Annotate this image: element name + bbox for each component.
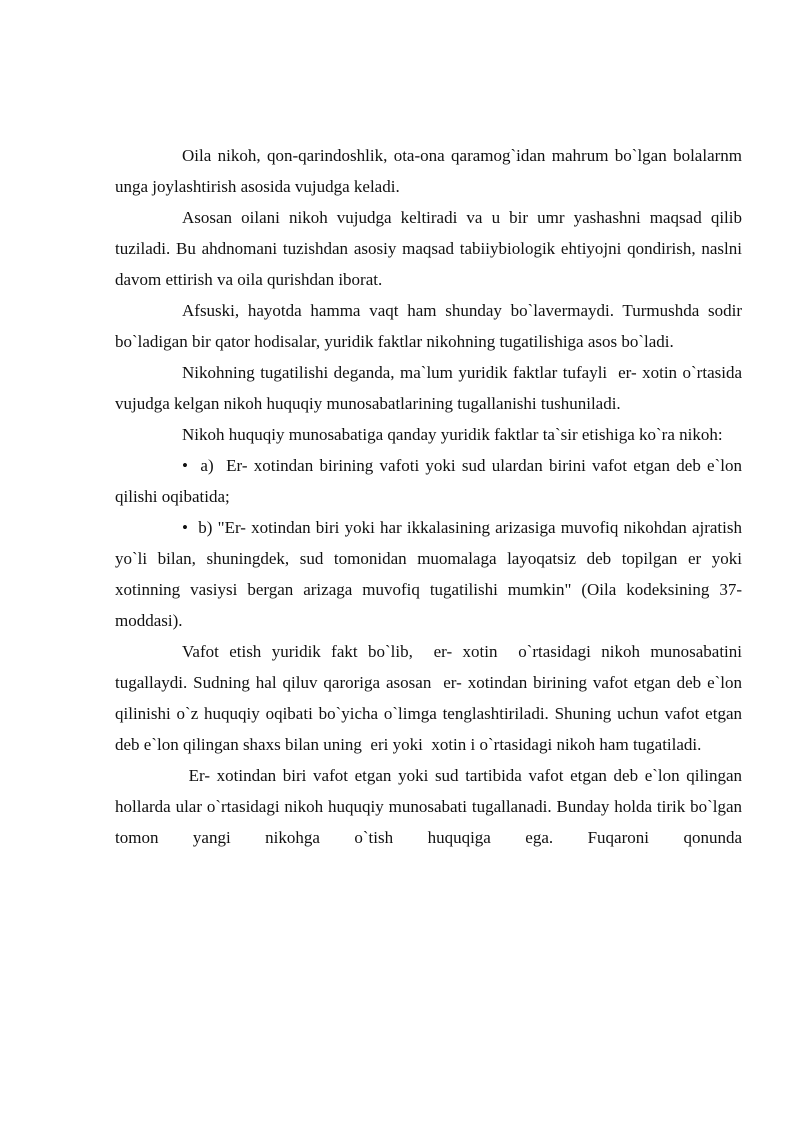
list-item-b: • b) "Er- xotindan biri yoki har ikkalasining arizasiga muvofiq nikohdan ajratish yo`li bilan, shuningdek, sud tomonidan muomalaga layoqatsiz deb topilgan er yoki xotinning vasiysi bergan arizaga muvofiq tugatilishi mumkin" (Oila kodeksining 37-moddasi). [115,518,751,630]
paragraph-4: Nikohning tugatilishi deganda, ma`lum yuridik faktlar tufayli er- xotin o`rtasida vujudga kelgan nikoh huquqiy munosabatlarining tugallanishi tushuniladi. [115,363,747,413]
list-item-a: • a) Er- xotindan birining vafoti yoki sud ulardan birini vafot etgan deb e`lon qilishi oqibatida; [115,456,747,506]
document-page [115,140,751,853]
paragraph-6: Vafot etish yuridik fakt bo`lib, er- xotin o`rtasidagi nikoh munosabatini tugallaydi. Sudning hal qiluv qaroriga asosan er- xotindan birining vafot etgan deb e`lon qilinishi o`z huquqiy oqibati bo`yicha o`limga tenglashtiriladi. Shuning uchun vafot etgan deb e`lon qilingan shaxs bilan uning eri yoki xotin i o`rtasidagi nikoh ham tugatiladi. [115,642,747,754]
paragraph-1: Oila nikoh, qon-qarindoshlik, ota-ona qaramog`idan mahrum bo`lgan bolalarnm unga joylashtirish asosida vujudga keladi. [115,146,747,196]
paragraph-2: Asosan oilani nikoh vujudga keltiradi va u bir umr yashashni maqsad qilib tuziladi. Bu ahdnomani tuzishdan asosiy maqsad tabiiybiologik ehtiyojni qondirish, naslni davom ettirish va oila qurishdan iborat. [115,208,747,289]
paragraph-3: Afsuski, hayotda hamma vaqt ham shunday bo`lavermaydi. Turmushda sodir bo`ladigan bir qator hodisalar, yuridik faktlar nikohning tugatilishiga asos bo`ladi. [115,301,747,351]
paragraph-7: Er- xotindan biri vafot etgan yoki sud tartibida vafot etgan deb e`lon qilingan hollarda ular o`rtasidagi nikoh huquqiy munosabati tugallanadi. Bunday holda tirik bo`lgan tomon yangi nikohga o`tish huquqiga ega. Fuqaroni qonunda [115,766,747,847]
paragraph-5: Nikoh huquqiy munosabatiga qanday yuridik faktlar ta`sir etishiga ko`ra nikoh: [182,425,723,444]
